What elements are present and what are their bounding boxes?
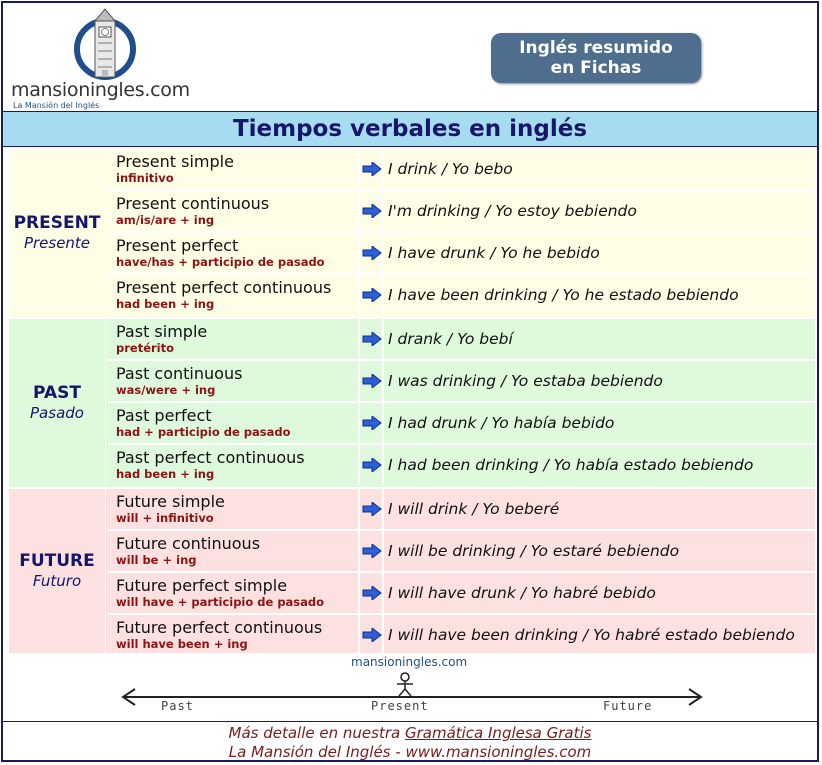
verb-name-cell [108, 361, 360, 401]
verb-tense-form: infinitivo [116, 171, 174, 185]
verb-tense-name: Present perfect continuous [116, 278, 332, 297]
site-logo[interactable] [9, 7, 209, 109]
arrow-cell [362, 149, 384, 189]
verb-name-cell [108, 445, 360, 485]
verb-tense-form: had + participio de pasado [116, 425, 291, 439]
arrow-right-icon [362, 458, 382, 472]
arrow-cell [362, 403, 384, 443]
arrow-right-icon [362, 586, 382, 600]
tense-name-es: Futuro [32, 572, 82, 590]
tower-logo-icon [65, 7, 145, 83]
verb-name-cell [108, 403, 360, 443]
arrow-right-icon [362, 544, 382, 558]
arrow-right-icon [362, 374, 382, 388]
verb-tense-name: Past perfect continuous [116, 448, 305, 467]
arrow-cell [362, 489, 384, 529]
table-row [108, 319, 815, 361]
verb-tense-form: had been + ing [116, 297, 215, 311]
verb-tense-form: will be + ing [116, 553, 197, 567]
fichas-button[interactable] [491, 33, 701, 83]
table-row [108, 489, 815, 531]
verb-tense-name: Future simple [116, 492, 225, 511]
verb-tense-form: will have been + ing [116, 637, 248, 651]
page-title: Tiempos verbales en inglés [3, 111, 817, 147]
header [3, 3, 817, 113]
arrow-cell [362, 361, 384, 401]
verb-example: I have drunk / Yo he bebido [388, 244, 600, 262]
verb-tense-form: pretérito [116, 341, 175, 355]
table-row [108, 275, 815, 317]
verb-tense-name: Future continuous [116, 534, 261, 553]
verb-tense-form: am/is/are + ing [116, 213, 215, 227]
verb-tense-form: will + infinitivo [116, 511, 214, 525]
arrow-right-icon [362, 204, 382, 218]
table-row [108, 149, 815, 191]
group-past [9, 319, 815, 487]
table-row [108, 233, 815, 275]
logo-site-name: mansioningles.com [11, 79, 190, 101]
verb-name-cell [108, 615, 360, 655]
verb-tense-form: had been + ing [116, 467, 215, 481]
verb-tense-name: Future perfect simple [116, 576, 288, 595]
footer [3, 721, 817, 762]
verb-example: I had been drinking / Yo había estado bebiendo [388, 456, 754, 474]
verb-tense-name: Present simple [116, 152, 234, 171]
verb-example: I have been drinking / Yo he estado bebiendo [388, 286, 739, 304]
arrow-right-icon [362, 502, 382, 516]
tense-name-en: PRESENT [13, 213, 101, 233]
tense-name-en: FUTURE [19, 551, 95, 571]
verb-tense-form: have/has + participio de pasado [116, 255, 325, 269]
verb-name-cell [108, 275, 360, 315]
arrow-cell [362, 233, 384, 273]
arrow-cell [362, 445, 384, 485]
table-row [108, 403, 815, 445]
arrow-cell [362, 275, 384, 315]
verb-name-cell [108, 319, 360, 359]
arrow-cell [362, 191, 384, 231]
verb-example: I will be drinking / Yo estaré bebiendo [388, 542, 680, 560]
tense-name-en: PAST [33, 383, 81, 403]
verb-name-cell [108, 191, 360, 231]
table-row [108, 445, 815, 487]
arrow-right-icon [362, 246, 382, 260]
logo-subtitle: La Mansión del Inglés [13, 101, 100, 110]
arrow-cell [362, 319, 384, 359]
verb-tense-form: was/were + ing [116, 383, 216, 397]
verb-tense-name: Present perfect [116, 236, 239, 255]
verb-name-cell [108, 489, 360, 529]
verb-name-cell [108, 531, 360, 571]
timeline [113, 655, 713, 719]
table-row [108, 573, 815, 615]
group-present [9, 149, 815, 317]
table-row [108, 531, 815, 573]
arrow-right-icon [362, 332, 382, 346]
verb-example: I was drinking / Yo estaba bebiendo [388, 372, 663, 390]
arrow-cell [362, 573, 384, 613]
arrow-right-icon [362, 162, 382, 176]
tense-label-future [9, 489, 106, 653]
arrow-right-icon [362, 628, 382, 642]
arrow-right-icon [362, 416, 382, 430]
verb-tense-name: Present continuous [116, 194, 270, 213]
timeline-site-name: mansioningles.com [351, 655, 468, 669]
tense-label-present [9, 149, 106, 317]
fichas-button-line2: en Fichas [550, 58, 642, 78]
verb-example: I'm drinking / Yo estoy bebiendo [388, 202, 637, 220]
verb-tense-form: will have + participio de pasado [116, 595, 325, 609]
tense-label-past [9, 319, 106, 487]
tense-name-es: Pasado [30, 404, 84, 422]
fichas-button-line1: Inglés resumido [519, 38, 673, 58]
verb-tense-name: Past perfect [116, 406, 212, 425]
arrow-cell [362, 531, 384, 571]
arrow-cell [362, 615, 384, 655]
verb-name-cell [108, 573, 360, 613]
footer-line2: La Mansión del Inglés - www.mansioningles.com [228, 743, 592, 761]
table-row [108, 191, 815, 233]
verb-example: I will have drunk / Yo habré bebido [388, 584, 656, 602]
verb-example: I will have been drinking / Yo habré estado bebiendo [388, 626, 795, 644]
verb-example: I had drunk / Yo había bebido [388, 414, 615, 432]
footer-line1 [3, 724, 817, 743]
table-row [108, 615, 815, 653]
verb-example: I drink / Yo bebo [388, 160, 513, 178]
grammar-link[interactable]: Gramática Inglesa Gratis [404, 724, 592, 742]
table-row [108, 361, 815, 403]
footer-text: Más detalle en nuestra [228, 724, 405, 742]
tense-name-es: Presente [23, 234, 91, 252]
verb-tense-name: Future perfect continuous [116, 618, 323, 637]
verb-name-cell [108, 149, 360, 189]
group-future [9, 489, 815, 653]
timeline-present-label: Present [371, 699, 429, 713]
timeline-future-label: Future [603, 699, 653, 713]
verb-example: I will drink / Yo beberé [388, 500, 560, 518]
verb-tense-name: Past simple [116, 322, 208, 341]
arrow-right-icon [362, 288, 382, 302]
verb-name-cell [108, 233, 360, 273]
timeline-past-label: Past [161, 699, 194, 713]
page-frame [1, 1, 819, 762]
verb-tense-name: Past continuous [116, 364, 243, 383]
verb-example: I drank / Yo bebí [388, 330, 513, 348]
